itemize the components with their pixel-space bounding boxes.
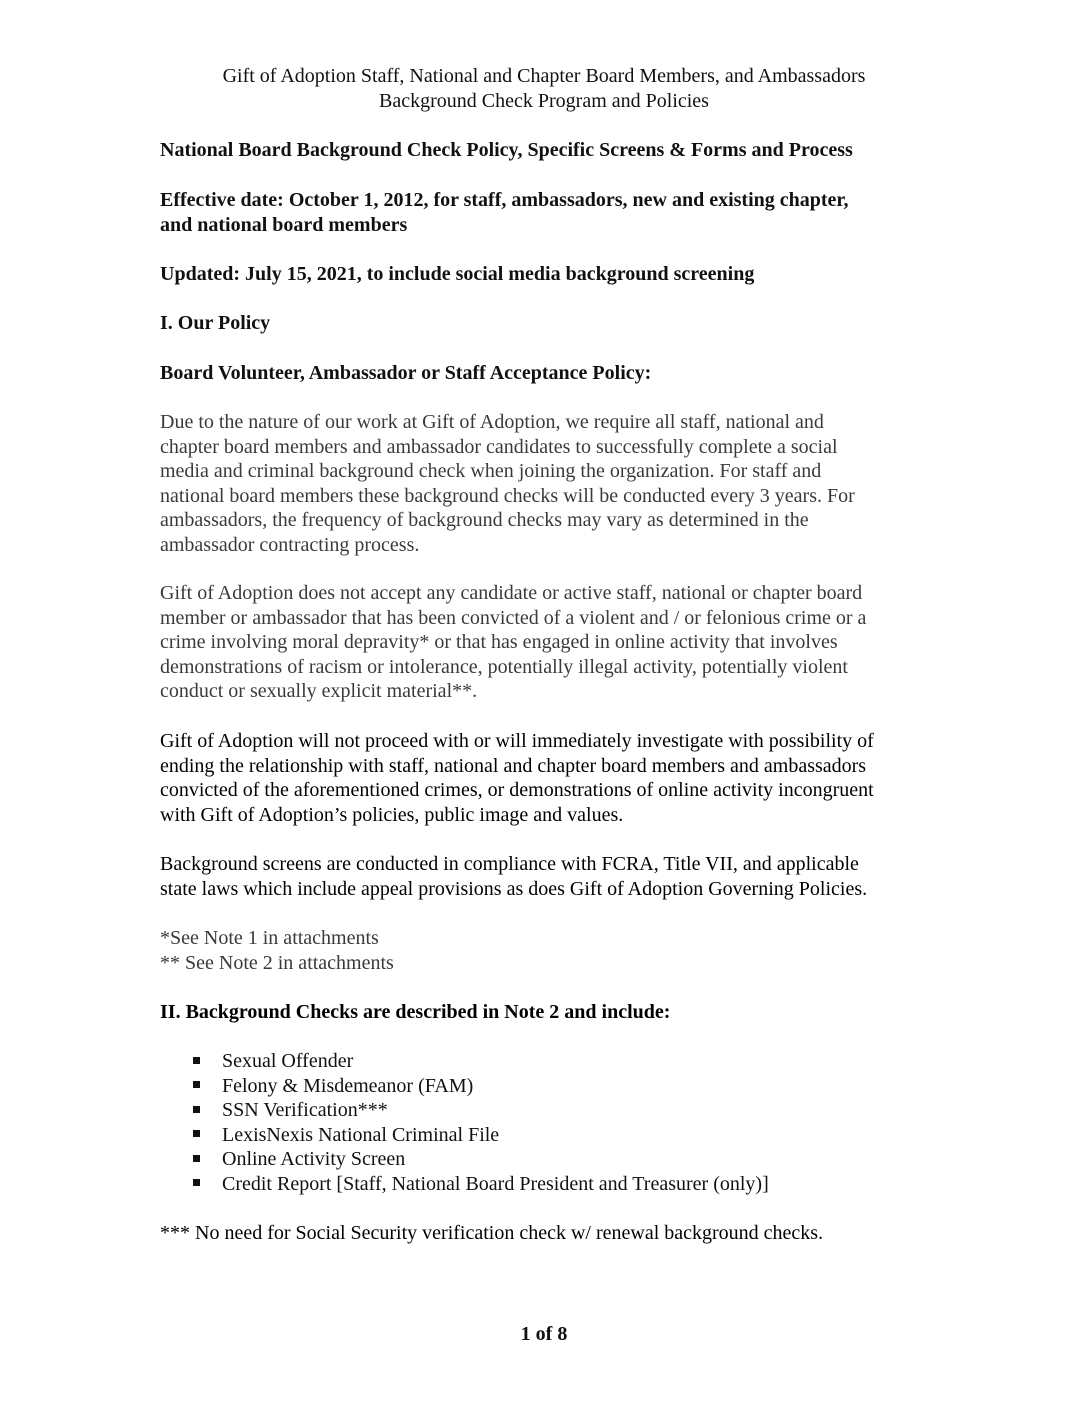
effective-date-line2: and national board members (160, 214, 408, 236)
list-item-label: Sexual Offender (222, 1050, 354, 1072)
section-1-heading: I. Our Policy (160, 312, 271, 334)
acceptance-policy-heading: Board Volunteer, Ambassador or Staff Acceptance Policy: (160, 362, 652, 384)
document-title-line2: Background Check Program and Policies (379, 90, 709, 112)
note-2-reference: ** See Note 2 in attachments (160, 951, 394, 974)
paragraph-2-line: demonstrations of racism or intolerance, potentially illegal activity, potentially violent (160, 655, 848, 678)
paragraph-2-line: member or ambassador that has been convicted of a violent and / or felonious crime or a (160, 606, 867, 629)
paragraph-3-line: with Gift of Adoption’s policies, public image and values. (160, 803, 624, 826)
effective-date-line1: Effective date: October 1, 2012, for staff, ambassadors, new and existing chapter, (160, 189, 849, 211)
paragraph-3-line: ending the relationship with staff, national and chapter board members and ambassadors (160, 754, 867, 777)
list-item-label: Online Activity Screen (222, 1148, 406, 1170)
paragraph-3-line: Gift of Adoption will not proceed with or will immediately investigate with possibility of (160, 730, 874, 752)
list-item-label: Felony & Misdemeanor (FAM) (222, 1074, 474, 1097)
updated-date: Updated: July 15, 2021, to include social media background screening (160, 263, 755, 285)
list-item-label: Credit Report [Staff, National Board President and Treasurer (only)] (222, 1172, 769, 1195)
list-item-label: SSN Verification*** (222, 1099, 388, 1121)
list-item (193, 1074, 473, 1099)
list-item (193, 1049, 353, 1074)
paragraph-3-line: convicted of the aforementioned crimes, or demonstrations of online activity incongruent (160, 779, 874, 801)
square-bullet-icon (193, 1130, 200, 1137)
list-item (193, 1123, 499, 1148)
paragraph-1-line: chapter board members and ambassador candidates to successfully complete a social (160, 435, 838, 458)
policy-heading: National Board Background Check Policy, Specific Screens & Forms and Process (160, 139, 853, 161)
paragraph-1-line: media and criminal background check when joining the organization. For staff and (160, 460, 822, 482)
paragraph-1-line: ambassadors, the frequency of background checks may vary as determined in the (160, 509, 809, 531)
square-bullet-icon (193, 1106, 200, 1113)
paragraph-1-line: ambassador contracting process. (160, 533, 420, 556)
paragraph-2-line: crime involving moral depravity* or that has engaged in online activity that involves (160, 631, 838, 653)
paragraph-1-line: Due to the nature of our work at Gift of Adoption, we require all staff, national and (160, 411, 824, 433)
paragraph-4-line: Background screens are conducted in compliance with FCRA, Title VII, and applicable (160, 853, 859, 875)
square-bullet-icon (193, 1081, 200, 1088)
page-number: 1 of 8 (520, 1323, 568, 1345)
square-bullet-icon (193, 1179, 200, 1186)
square-bullet-icon (193, 1155, 200, 1162)
document-title-line1: Gift of Adoption Staff, National and Chapter Board Members, and Ambassadors (222, 65, 866, 87)
paragraph-4-line: state laws which include appeal provisions as does Gift of Adoption Governing Policies. (160, 877, 868, 900)
list-item-label: LexisNexis National Criminal File (222, 1123, 500, 1146)
list-item (193, 1147, 405, 1172)
square-bullet-icon (193, 1057, 200, 1064)
paragraph-2-line: Gift of Adoption does not accept any candidate or active staff, national or chapter board (160, 582, 863, 604)
section-2-heading: II. Background Checks are described in Note 2 and include: (160, 1001, 671, 1023)
ssn-footnote: *** No need for Social Security verification check w/ renewal background checks. (160, 1222, 824, 1244)
list-item (193, 1098, 388, 1123)
note-1-reference: *See Note 1 in attachments (160, 927, 379, 949)
paragraph-2-line: conduct or sexually explicit material**. (160, 680, 478, 702)
paragraph-1-line: national board members these background checks will be conducted every 3 years. For (160, 484, 855, 507)
list-item (193, 1172, 769, 1197)
